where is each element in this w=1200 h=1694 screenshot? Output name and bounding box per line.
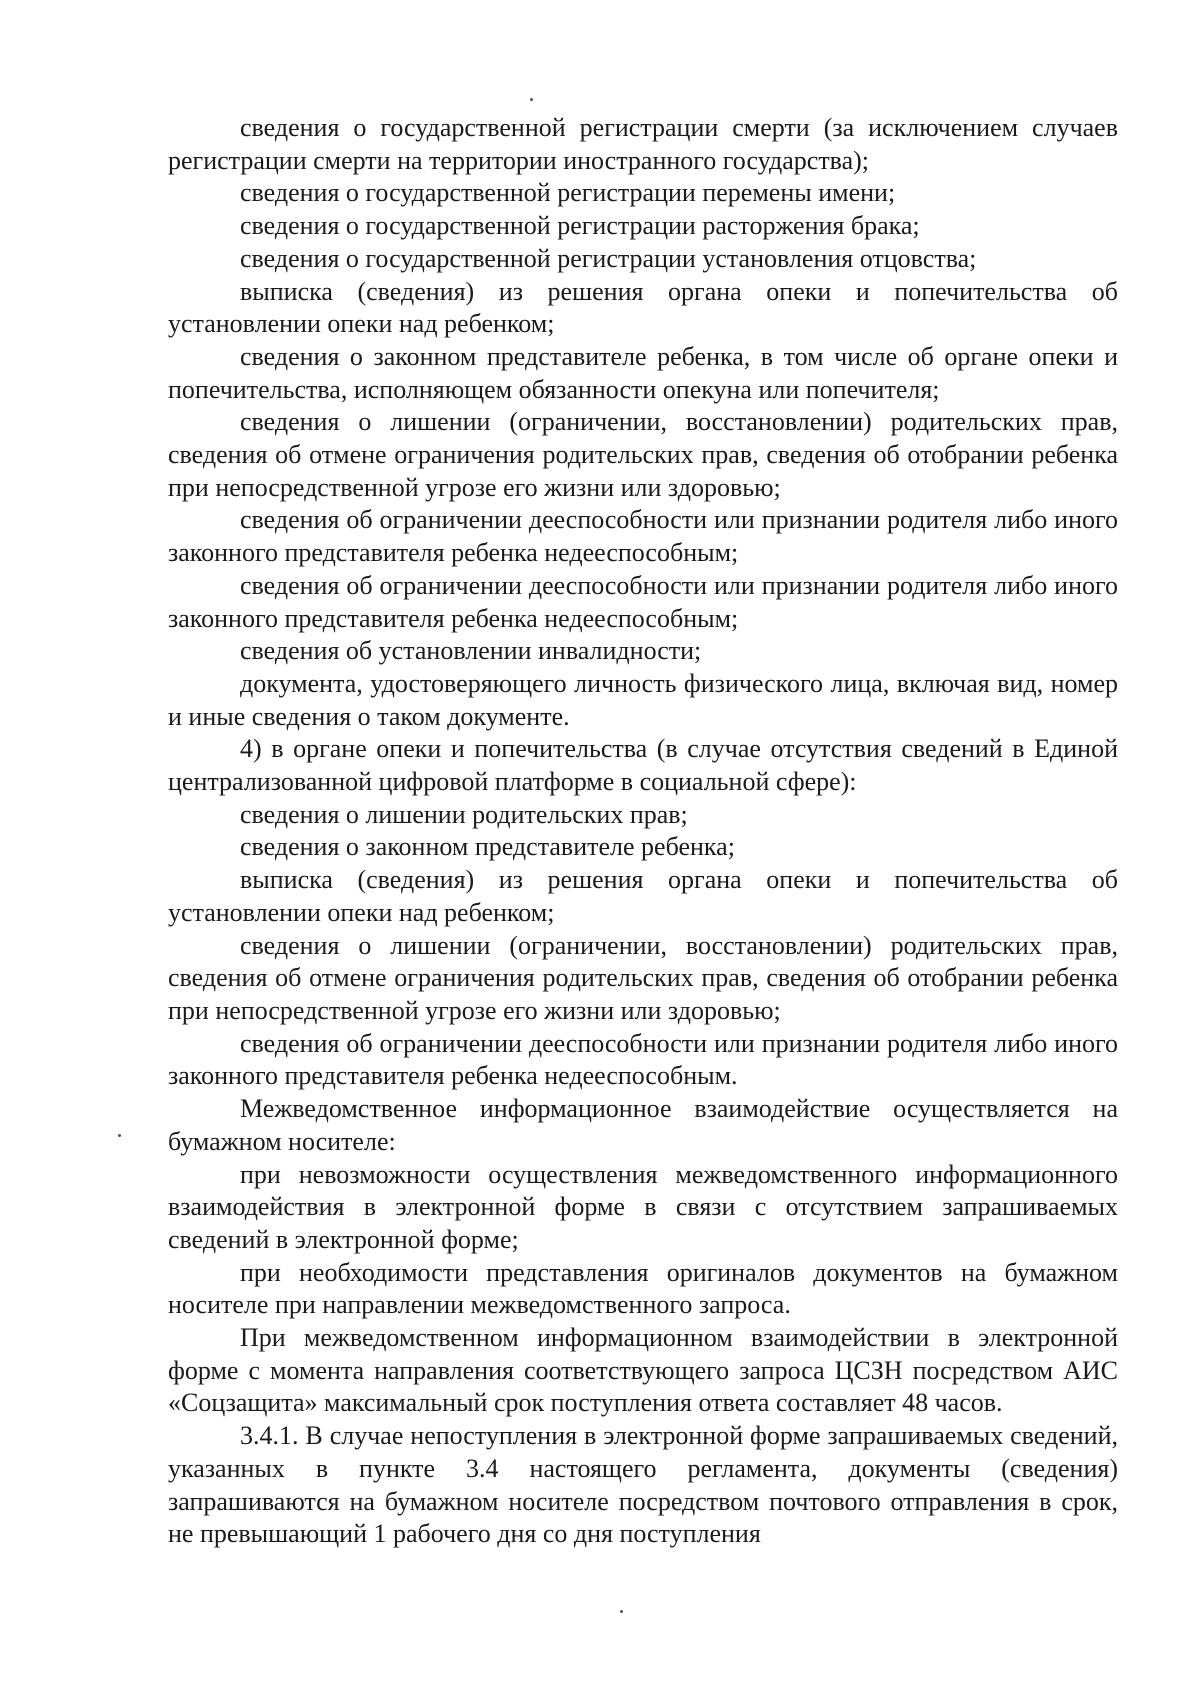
paragraph-paternity: сведения о государственной регистрации установления отцовства;	[240, 243, 977, 273]
paragraph-guardianship-extract-2: выписка (сведения) из решения органа опеки и попечительства об установлении опеки над ребенком;	[168, 865, 1118, 927]
paragraph-divorce: сведения о государственной регистрации расторжения брака;	[240, 211, 920, 241]
paragraph-death-registration: сведения о государственной регистрации смерти (за исключением случаев регистрации смерти на территории иностранного государства);	[168, 113, 1118, 175]
paragraph-parental-rights-2: сведения о лишении (ограничении, восстановлении) родительских прав, сведения об отмене ограничения родительских прав, сведения об отобрании ребенка при непосредственной угрозе его жизни или здоровью;	[168, 930, 1118, 1025]
paragraph-identity-document: документа, удостоверяющего личность физического лица, включая вид, номер и иные сведения о таком документе.	[168, 668, 1118, 731]
paragraph-electronic-deadline: При межведомственном информационном взаимодействии в электронной форме с момента направления соответствующего запроса ЦСЗН посредством АИС «Соцзащита» максимальный срок поступления ответа составляет 48 часов.	[168, 1323, 1118, 1418]
paragraph-legal-capacity-2: сведения об ограничении дееспособности или признании родителя либо иного законного представителя ребенка недееспособным;	[168, 570, 1118, 633]
document-body	[168, 112, 1118, 1551]
scan-speck	[620, 1610, 623, 1613]
paragraph-legal-representative: сведения о законном представителе ребенка, в том числе об органе опеки и попечительства, исполняющем обязанности опекуна или попечителя;	[168, 341, 1118, 404]
scan-speck	[530, 98, 533, 101]
paragraph-legal-capacity-1: сведения об ограничении дееспособности или признании родителя либо иного законного представителя ребенка недееспособным;	[168, 505, 1118, 568]
paragraph-legal-representative-2: сведения о законном представителе ребенка;	[240, 832, 735, 862]
paragraph-3-4-1: 3.4.1. В случае непоступления в электронной форме запрашиваемых сведений, указанных в пункте 3.4 настоящего регламента, документы (сведения) запрашиваются на бумажном носителе посредством почтового отправления в срок, не превышающий 1 рабочего дня со дня поступления	[168, 1421, 1118, 1549]
paragraph-parental-rights: сведения о лишении (ограничении, восстановлении) родительских прав, сведения об отмене ограничения родительских прав, сведения об отобрании ребенка при непосредственной угрозе его жизни или здоровью;	[168, 407, 1118, 502]
paragraph-item-4: 4) в органе опеки и попечительства (в случае отсутствия сведений в Единой централизованной цифровой платформе в социальной сфере):	[168, 734, 1118, 797]
paragraph-name-change: сведения о государственной регистрации перемены имени;	[240, 178, 896, 208]
paragraph-deprivation-rights: сведения о лишении родительских прав;	[240, 799, 688, 829]
paragraph-legal-capacity-3: сведения об ограничении дееспособности или признании родителя либо иного законного представителя ребенка недееспособным.	[168, 1028, 1118, 1091]
paragraph-disability: сведения об установлении инвалидности;	[240, 636, 702, 666]
paragraph-paper-interaction: Межведомственное информационное взаимодействие осуществляется на бумажном носителе:	[168, 1094, 1118, 1156]
scan-speck	[118, 1134, 121, 1137]
paragraph-originals: при необходимости представления оригиналов документов на бумажном носителе при направлении межведомственного запроса.	[168, 1257, 1118, 1320]
paragraph-guardianship-extract: выписка (сведения) из решения органа опеки и попечительства об установлении опеки над ребенком;	[168, 276, 1118, 339]
paragraph-impossibility: при невозможности осуществления межведомственного информационного взаимодействия в электронной форме в связи с отсутствием запрашиваемых сведений в электронной форме;	[168, 1159, 1118, 1254]
